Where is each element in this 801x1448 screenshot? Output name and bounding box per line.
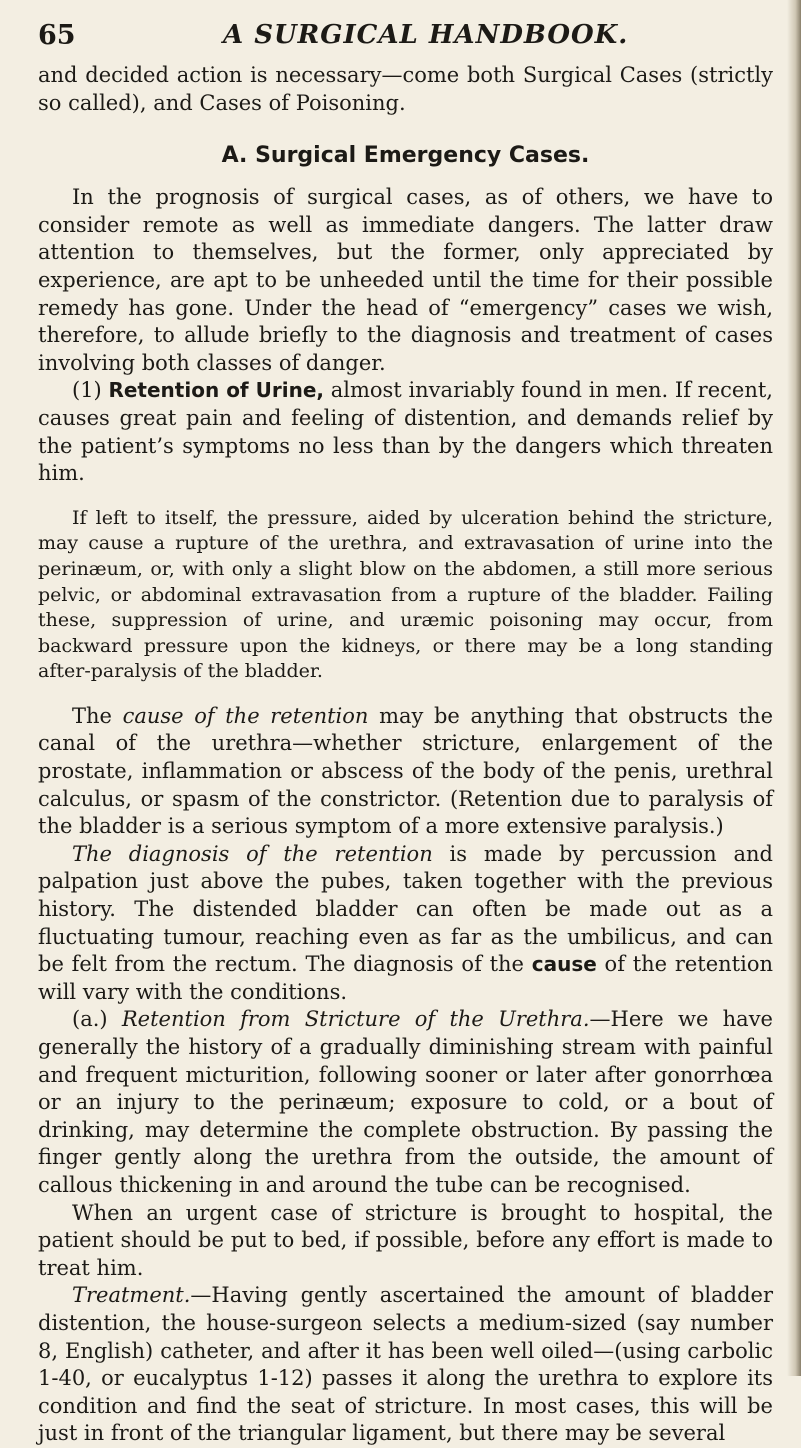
intro-paragraph: and decided action is necessary—come both Surgical Cases (strictly so called), and Cases of Poisoning. (38, 63, 773, 115)
cause-italic: cause of the retention (122, 703, 369, 728)
diagnosis-text-1: is made by percussion and palpation just above the pubes, taken together with the previous history. The distended bladder can often be made out as a fluctuating tumour, reaching even as far as the umbilicus, and can be felt from the rectum. The diagnosis of the (38, 841, 773, 977)
section-heading: A. Surgical Emergency Cases. (221, 143, 590, 169)
cause-text: may be anything that obstructs the canal of the urethra—whether stricture, enlargement of the prostate, inflammation or abscess of the body of the penis, urethral calculus, or spasm of the constrictor. (Retention due to paralysis of the bladder is a serious symptom of a more extensive paralysis.) (38, 703, 773, 839)
extravasation-paragraph: If left to itself, the pressure, aided by ulceration behind the stricture, may cause a rupture of the urethra, and extravasation of urine into the perinæum, or, with only a slight blow on the abdomen, a still more serious pelvic, or abdominal extravasation from a rupture of the bladder. Failing these, suppression of urine, and uræmic poisoning may occur, from backward pressure upon the kidneys, or there may be a long standing after-paralysis of the bladder. (38, 506, 773, 683)
stricture-text: —Here we have generally the history of a gradually diminishing stream with painful and frequent micturition, following sooner or later after gonorrhœa or an injury to the perinæum; exposure to cold, or a bout of drinking, may determine the complete obstruction. By passing the finger gently along the urethra from the outside, the amount of callous thickening in and around the tube can be recognised. (38, 1007, 773, 1197)
stricture-label: (a.) (72, 1007, 108, 1032)
retention-paragraph (38, 377, 773, 487)
diagnosis-cause-term: cause (531, 952, 597, 977)
retention-term: Retention of Urine, (108, 378, 324, 403)
retention-text: almost invariably found in men. If recent, causes great pain and feeling of distention, and demands relief by the patient’s symptoms no less than by the dangers which threaten him. (38, 378, 773, 486)
cause-paragraph (38, 703, 773, 841)
diagnosis-text-2: of the retention will vary with the conditions. (38, 952, 774, 1004)
stricture-italic: Retention from Stricture of the Urethra. (121, 1007, 590, 1032)
treatment-paragraph (38, 1282, 773, 1448)
urgent-paragraph: When an urgent case of stricture is brought to hospital, the patient should be put to bed, if possible, before any effort is made to treat him. (38, 1200, 773, 1280)
treatment-italic: Treatment. (72, 1283, 191, 1308)
treatment-text: —Having gently ascertained the amount of bladder distention, the house-surgeon selects a medium-sized (say number 8, English) catheter, and after it has been well oiled—(using carbolic 1-40, or eucalyptus 1-12) passes it along the urethra to explore its condition and find the seat of stricture. In most cases, this will be just in front of the triangular ligament, but there may be several (38, 1283, 773, 1446)
stricture-paragraph (38, 1006, 773, 1199)
page-number: 65 (38, 20, 76, 51)
cause-lead: The (72, 703, 112, 728)
page-edge-shadow (787, 0, 801, 1376)
prognosis-paragraph: In the prognosis of surgical cases, as of others, we have to consider remote as well as immediate dangers. The latter draw attention to themselves, but the former, only appreciated by experience, are apt to be unheeded until the time for their possible remedy has gone. Under the head of “emergency” cases we wish, therefore, to allude briefly to the diagnosis and treatment of cases involving both classes of danger. (38, 185, 773, 375)
retention-number: (1) (72, 378, 102, 403)
page-header (38, 18, 773, 62)
diagnosis-paragraph (38, 841, 773, 1007)
running-title: A SURGICAL HANDBOOK. (223, 20, 629, 50)
book-page (38, 18, 773, 1448)
diagnosis-italic: The diagnosis of the retention (72, 841, 433, 866)
